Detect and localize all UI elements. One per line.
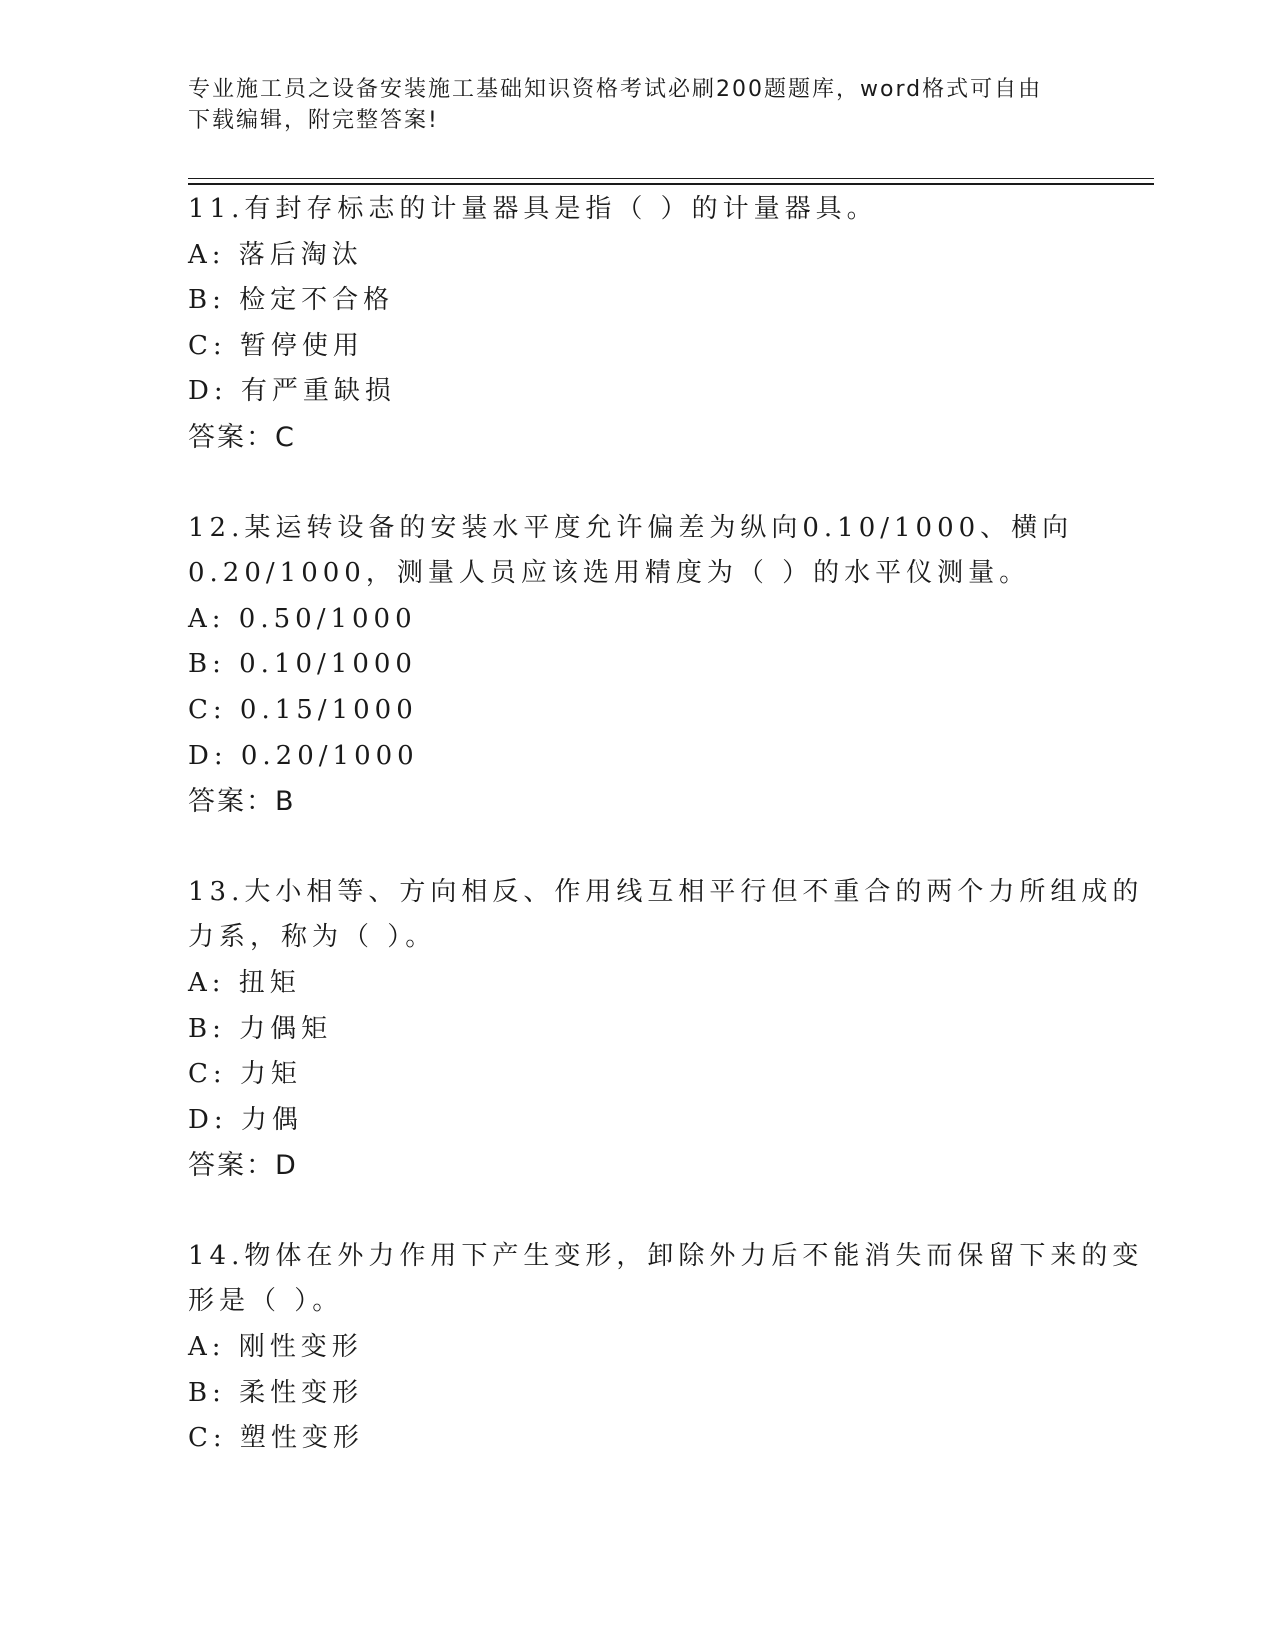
question-11 <box>188 187 1154 461</box>
question-stem: 11.有封存标志的计量器具是指（ ）的计量器具。 <box>188 194 878 224</box>
question-stem: 14.物体在外力作用下产生变形，卸除外力后不能消失而保留下来的变 <box>188 1240 1144 1271</box>
header-line-2: 下载编辑，附完整答案! <box>188 108 439 133</box>
question-14 <box>188 1234 1154 1462</box>
document-header <box>188 74 1088 136</box>
answer-line: 答案：C <box>188 421 296 453</box>
option-c: C: 力矩 <box>188 1059 302 1090</box>
question-stem: 12.某运转设备的安装水平度允许偏差为纵向0.10/1000、横向 <box>188 512 1074 543</box>
option-b: B: 检定不合格 <box>188 285 395 316</box>
header-divider-thin <box>188 178 1154 179</box>
question-13 <box>188 870 1154 1189</box>
option-d: D: 0.20/1000 <box>188 740 419 771</box>
option-c: C: 0.15/1000 <box>188 694 418 725</box>
question-stem: 13.大小相等、方向相反、作用线互相平行但不重合的两个力所组成的 <box>188 876 1144 907</box>
answer-line: 答案：B <box>188 786 296 818</box>
option-d: D: 力偶 <box>188 1104 303 1135</box>
option-a: A: 扭矩 <box>188 967 301 998</box>
question-stem-continued: 0.20/1000，测量人员应该选用精度为（ ）的水平仪测量。 <box>188 558 1031 589</box>
option-b: B: 0.10/1000 <box>188 649 417 680</box>
option-d: D: 有严重缺损 <box>188 376 396 407</box>
header-divider-thick <box>188 183 1154 185</box>
option-c: C: 塑性变形 <box>188 1423 364 1454</box>
option-c: C: 暂停使用 <box>188 330 364 361</box>
option-b: B: 力偶矩 <box>188 1013 333 1044</box>
option-a: A: 刚性变形 <box>188 1332 363 1363</box>
option-b: B: 柔性变形 <box>188 1377 364 1408</box>
question-list <box>188 187 1154 1507</box>
header-line-1: 专业施工员之设备安装施工基础知识资格考试必刷200题题库，word格式可自由 <box>188 77 1043 102</box>
question-stem-continued: 力系，称为（ ）。 <box>188 922 437 953</box>
option-a: A: 0.50/1000 <box>188 603 417 634</box>
question-12 <box>188 506 1154 825</box>
option-a: A: 落后淘汰 <box>188 239 363 270</box>
question-stem-continued: 形是（ ）。 <box>188 1286 344 1317</box>
answer-line: 答案：D <box>188 1150 298 1182</box>
